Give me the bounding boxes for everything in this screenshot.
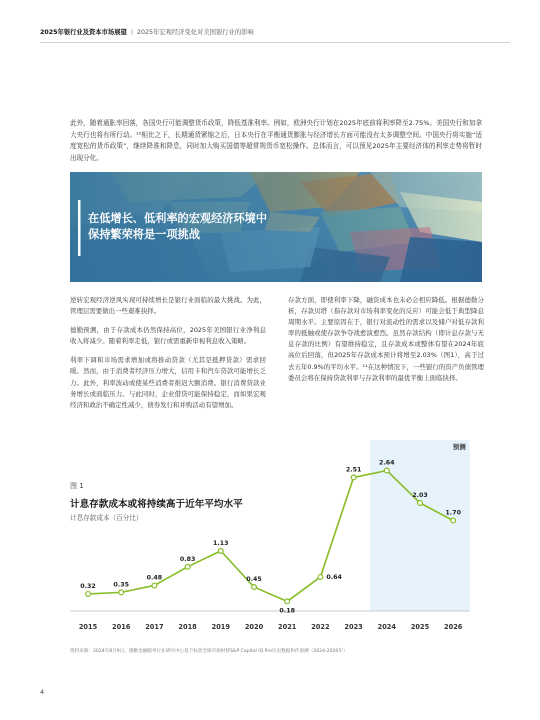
banner-heading-line-1: 在低增长、低利率的宏观经济环境中	[88, 212, 268, 225]
right-text-column	[288, 295, 484, 392]
x-tick-label: 2017	[145, 623, 164, 631]
x-tick-label: 2026	[444, 623, 463, 631]
data-point	[418, 501, 423, 506]
x-tick-label: 2019	[211, 623, 230, 631]
paragraph: 存款方面，即使利率下降，融资成本也未必会相应降低。根据德勤分析，存款贝塔（指存款对市场利率变化的反应）可能会低于典型降息周期水平。主要原因在于，银行对流动性的需求以及储户对低存款利率的抵触或使存款争夺战愈演愈烈。虽然存款结构（即计息存款与无息存款的比例）有望维持稳定，且存款成本或整体有望在2024年底高位后回落，但2025年存款成本预计将增至2.03%（图1），高于过去五年0.9%的平均水平。¹¹在这种情况下，一些银行的资产负债管理委员会将在保持贷款利率与存款利率的最优平衡上面临抉择。	[288, 296, 484, 382]
data-point	[451, 518, 456, 523]
data-label: 0.32	[80, 582, 96, 590]
figure-title: 计息存款成本或将持续高于近年平均水平	[70, 499, 243, 510]
figure-label: 图 1	[70, 482, 84, 490]
paragraph: 逆转宏观经济逆风实现可持续增长是银行业面临的最大挑战。为此，管理层需要做出一些艰难抉择。	[70, 296, 266, 316]
left-text-column	[70, 295, 266, 419]
data-point	[218, 548, 223, 553]
header-divider	[40, 42, 510, 43]
figure-subtitle: 计息存款成本（百分比）	[70, 514, 143, 522]
source-note: 资料来源：2024年8月9日，德勤金融服务行业研究中心基于标普全球市场财智S&P Capital IQ Pro历史数据和作预测（2024-2026年）	[70, 649, 348, 654]
x-tick-label: 2020	[244, 623, 264, 631]
data-label: 0.45	[246, 576, 262, 584]
x-tick-label: 2016	[112, 623, 131, 631]
data-point	[318, 575, 323, 580]
x-tick-label: 2025	[410, 623, 430, 631]
deposit-cost-line-chart	[70, 440, 480, 640]
data-label: 2.64	[379, 459, 395, 467]
data-label: 2.03	[412, 491, 428, 499]
data-label: 0.64	[326, 573, 342, 581]
data-point	[351, 475, 356, 480]
header-separator: |	[130, 29, 133, 36]
page-number: 4	[40, 688, 45, 696]
section-title: 2025年宏观经济变化对美国银行业的影响	[136, 29, 254, 36]
data-label: 1.13	[213, 539, 229, 547]
report-title: 2025年银行业及资本市场展望	[40, 29, 127, 36]
data-point	[384, 468, 389, 473]
data-point	[285, 599, 290, 604]
data-label: 2.51	[345, 466, 362, 474]
x-tick-label: 2021	[278, 623, 297, 631]
page-header	[40, 26, 510, 40]
x-tick-label: 2024	[377, 623, 396, 631]
data-label: 1.70	[445, 509, 461, 517]
intro-paragraph: 此外，随着通胀率回落，各国央行可能调整货币政策，降低基准利率。例如，欧洲央行计划在2025年底前将利率降至2.75%。美国央行和加拿大央行也将有所行动。¹⁰相比之下，长期通货紧缩之后，日本央行在平衡通货膨胀与经济增长方面可能没有太多调整空间。中国央行将实施“适度宽松的货币政策”，继续降准和降息，同时加大购买国债等超常规货币宽松操作。总体而言，可以预见2025年主要经济体的利率走势将暂时出现分化。	[70, 119, 482, 163]
data-label: 0.83	[179, 555, 196, 563]
data-point	[86, 592, 91, 597]
x-tick-label: 2023	[344, 623, 363, 631]
banner-heading-line-2: 保持繁荣将是一项挑战	[88, 228, 200, 241]
banner-heading	[88, 211, 318, 243]
paragraph: 利率下调和市场需求增加或将推动贷款（尤其是抵押贷款）需求回暖。然而，由于消费者经济压力增大，信用卡和汽车贷款可能增长乏力。此外，利率波动或使某些消费者推迟大额消费。银行消费贷款业务增长或面临压力。与此同时，企业借贷可能保持稳定，而如果宏观经济和政治不确定性减少，债券发行和并购活动有望增加。	[70, 356, 266, 409]
data-label: 0.35	[113, 581, 129, 589]
data-point	[152, 583, 157, 588]
x-tick-label: 2022	[311, 623, 330, 631]
data-point	[185, 564, 190, 569]
x-tick-label: 2018	[178, 623, 197, 631]
data-label: 0.18	[279, 607, 295, 615]
data-point	[119, 590, 124, 595]
x-tick-label: 2015	[78, 623, 98, 631]
paragraph: 德勤预测，由于存款成本仍然保持高位，2025年美国银行业净利息收入将减少。随着利率走低，银行或需重新审视利息收入策略。	[70, 326, 266, 346]
data-label: 0.48	[146, 574, 163, 582]
data-point	[252, 585, 257, 590]
forecast-label: 预测	[452, 443, 466, 451]
